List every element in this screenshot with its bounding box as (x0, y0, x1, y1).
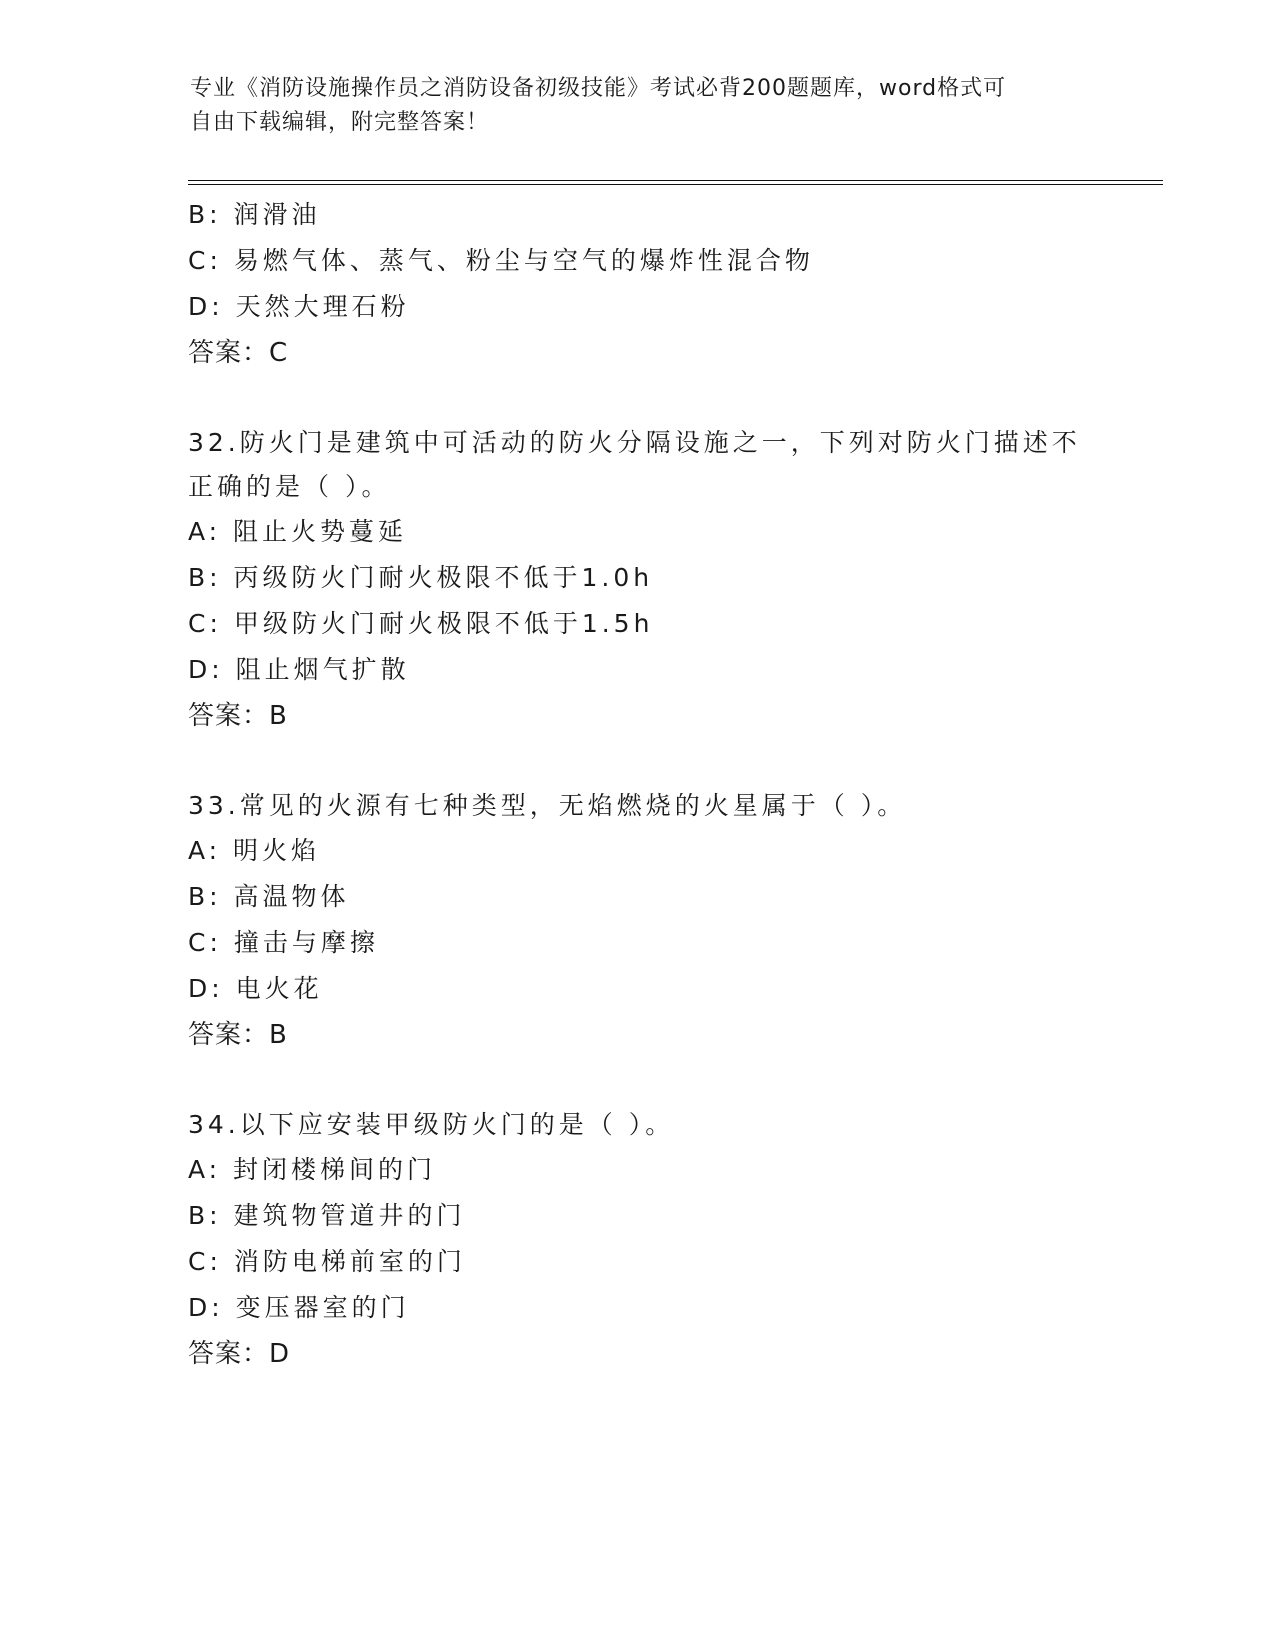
option-b: B: 建筑物管道井的门 (188, 1201, 466, 1230)
option-d: D: 电火花 (188, 974, 323, 1003)
option-c: C: 甲级防火门耐火极限不低于1.5h (188, 609, 654, 638)
question-31 (188, 192, 1088, 376)
question-stem-line-1: 32.防火门是建筑中可活动的防火分隔设施之一，下列对防火门描述不 (188, 428, 1081, 457)
question-stem (188, 1103, 1088, 1147)
question-list (188, 192, 1088, 1377)
option-a: A: 封闭楼梯间的门 (188, 1155, 437, 1184)
answer: 答案：C (188, 338, 289, 368)
option-c: C: 易燃气体、蒸气、粉尘与空气的爆炸性混合物 (188, 246, 814, 275)
option-c: C: 撞击与摩擦 (188, 928, 379, 957)
question-stem-line-1: 33.常见的火源有七种类型，无焰燃烧的火星属于（ ）。 (188, 791, 907, 820)
option-a: A: 阻止火势蔓延 (188, 517, 408, 546)
answer: 答案：D (188, 1339, 291, 1369)
spacer (188, 1058, 1088, 1103)
question-33 (188, 784, 1088, 1058)
option-a: A: 明火焰 (188, 836, 321, 865)
spacer (188, 739, 1088, 784)
question-34 (188, 1103, 1088, 1377)
question-stem-line-1: 34.以下应安装甲级防火门的是（ ）。 (188, 1110, 675, 1139)
question-stem (188, 421, 1088, 509)
answer: 答案：B (188, 1020, 288, 1050)
option-d: D: 天然大理石粉 (188, 292, 410, 321)
spacer (188, 376, 1088, 421)
option-c: C: 消防电梯前室的门 (188, 1247, 466, 1276)
option-b: B: 丙级防火门耐火极限不低于1.0h (188, 563, 654, 592)
header-title-line-2: 自由下载编辑，附完整答案！ (190, 110, 490, 135)
answer: 答案：B (188, 701, 288, 731)
question-32 (188, 421, 1088, 739)
document-header (190, 72, 1090, 140)
option-d: D: 阻止烟气扩散 (188, 655, 410, 684)
question-stem (188, 784, 1088, 828)
header-divider-top (188, 180, 1163, 181)
header-title-line-1: 专业《消防设施操作员之消防设备初级技能》考试必背200题题库，word格式可 (190, 76, 1007, 101)
option-b: B: 润滑油 (188, 200, 321, 229)
option-d: D: 变压器室的门 (188, 1293, 410, 1322)
question-stem-line-2: 正确的是（ ）。 (188, 472, 391, 501)
option-b: B: 高温物体 (188, 882, 350, 911)
header-divider-bottom (188, 184, 1163, 185)
